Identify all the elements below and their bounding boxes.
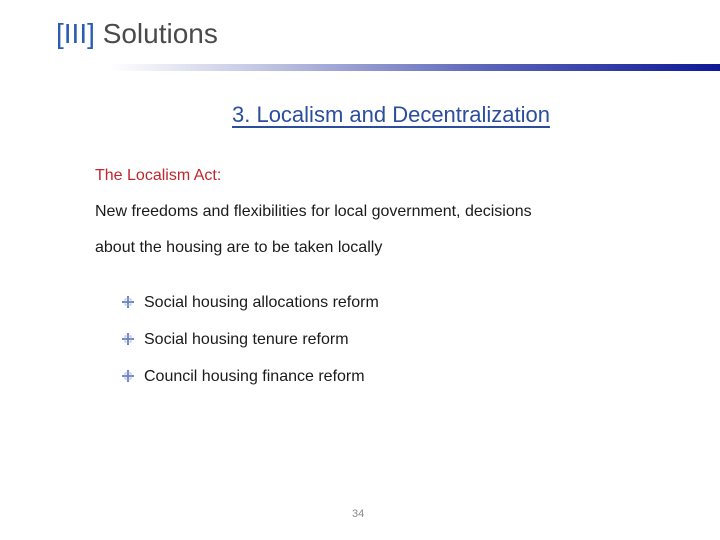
section-heading: 3. Localism and Decentralization (232, 102, 550, 127)
slide-title (56, 14, 218, 54)
cross-bullet-icon (122, 296, 134, 308)
title-section-number: [III] (56, 18, 95, 49)
cross-bullet-icon (122, 333, 134, 345)
list-item-label: Social housing allocations reform (144, 294, 379, 311)
title-text: Solutions (102, 18, 218, 49)
page-number: 34 (352, 508, 365, 520)
list-item-label: Social housing tenure reform (144, 331, 349, 348)
list-item-label: Council housing finance reform (144, 368, 365, 385)
body-text-line: about the housing are to be taken locally (95, 239, 383, 256)
title-divider-rule (110, 64, 720, 71)
act-title: The Localism Act: (95, 167, 222, 184)
body-text-line: New freedoms and flexibilities for local government, decisions (95, 203, 532, 220)
cross-bullet-icon (122, 370, 134, 382)
